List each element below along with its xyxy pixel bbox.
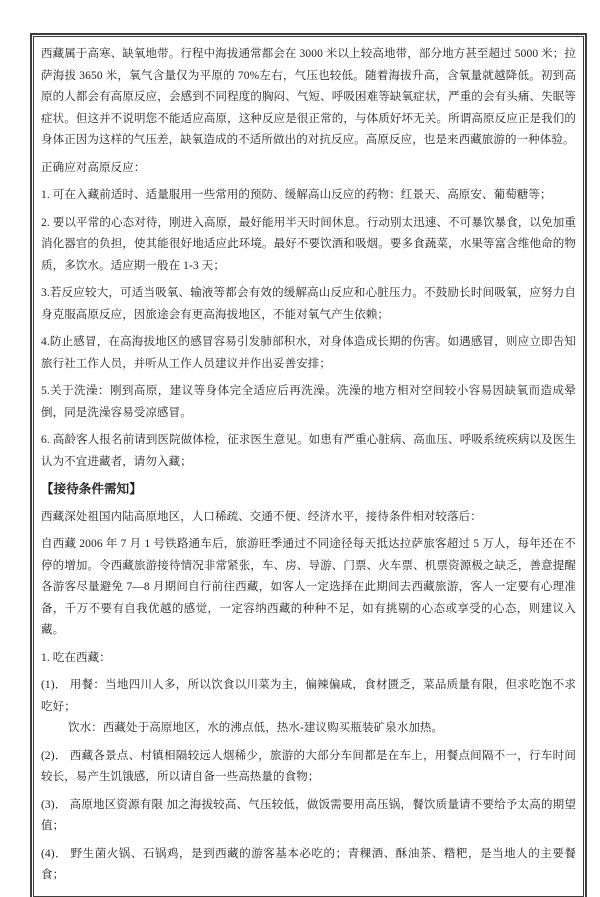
intro-paragraph: 西藏属于高寒、缺氧地带。行程中海拔通常都会在 3000 米以上较高地带，部分地方甚至超过 5000 米；拉萨海拔 3650 米，氧气含量仅为平原的 70%左右，气压也较低。随着海拔升高，含氧量就越降低。初到高原的人都会有高原反应，会感到不同程度的胸闷、气短、呼吸困难等缺氧症状，严重的会有头痛、失眠等症状。但这并不说明您不能适应高原，这种反应是很正常的，与体质好坏无关。所谓高原反应正是我们的身体正因为这样的气压差，缺氧造成的不适所做出的对抗反应。高原反应，也是来西藏旅游的一种体验。: [41, 48, 576, 146]
altitude-section-heading: 正确应对高原反应：: [41, 161, 146, 174]
reception-section-heading: 【接待条件需知】: [41, 482, 142, 496]
altitude-tip-3: 3.若反应较大，可适当吸氧、输液等都会有效的缓解高山反应和心脏压力。不鼓励长时间吸氧，应努力自身克服高原反应，因旅途会有更高海拔地区，不能对氧气产生依赖；: [41, 287, 576, 321]
altitude-tip-6: 6. 高龄客人报名前请到医院做体检，征求医生意见。如患有严重心脏病、高血压、呼吸系统疾病以及医生认为不宜进藏者，请勿入藏；: [41, 434, 576, 468]
document-border-box: [33, 36, 584, 897]
eating-item-1-meal-line: (1)． 用餐：当地四川人多，所以饮食以川菜为主，偏辣偏咸，食材匮乏，菜品质量有限，但求吃饱不求吃好；: [41, 679, 576, 713]
altitude-tip-5: 5.关于洗澡：刚到高原，建议等身体完全适应后再洗澡。洗澡的地方相对空间较小容易因缺氧而造成晕倒，同是洗澡容易受凉感冒。: [41, 385, 576, 419]
reception-detail-paragraph: 自西藏 2006 年 7 月 1 号铁路通车后，旅游旺季通过不同途径每天抵达拉萨旅客超过 5 万人，每年还在不停的增加。令西藏旅游接待情况非常紧张，车、房、导游、门票、火车票、机票资源极之缺乏，善意提醒各游客尽量避免 7—8 月期间自行前往西藏，如客人一定选择在此期间去西藏旅游，客人一定要有心理准备，千万不要有自我优越的感觉，一定容纳西藏的种种不足，如有挑剔的心态或享受的心态，则建议入藏。: [41, 538, 576, 636]
altitude-tip-2: 2. 要以平常的心态对待，刚进入高原，最好能用半天时间休息。行动别太迅速、不可暴饮暴食，以免加重消化器官的负担，使其能很好地适应此环境。最好不要饮酒和吸烟。要多食蔬菜，水果等富含维他命的物质，多饮水。适应期一般在 1-3 天；: [41, 216, 576, 272]
eating-item-4: (4)． 野生菌火锅、石锅鸡，是到西藏的游客基本必吃的；青稞酒、酥油茶、糌粑，是当地人的主要餐食；: [41, 847, 576, 881]
eating-item-3: (3)． 高原地区资源有限 加之海拔较高、气压较低，做饭需要用高压锅，餐饮质量请不要给予太高的期望值；: [41, 798, 576, 832]
eating-section-heading: 1. 吃在西藏：: [41, 651, 111, 664]
eating-item-2: (2)． 西藏各景点、村镇相隔较远人烟稀少，旅游的大部分车间都是在车上，用餐点间隔不一，行车时间较长，易产生饥饿感，所以请自备一些高热量的食物；: [41, 749, 576, 783]
reception-intro-paragraph: 西藏深处祖国内陆高原地区，人口稀疏、交通不便、经济水平，接待条件相对较落后：: [41, 510, 482, 523]
altitude-tip-4: 4.防止感冒，在高海拔地区的感冒容易引发肺部积水，对身体造成长期的伤害。如遇感冒，则应立即告知旅行社工作人员，并听从工作人员建议并作出妥善安排；: [41, 336, 576, 370]
eating-item-1: [41, 675, 576, 740]
altitude-tip-1: 1. 可在入藏前适时、适量服用一些常用的预防、缓解高山反应的药物：红景天、高原安、葡萄糖等；: [41, 189, 552, 201]
eating-item-1-water-line: 饮水：西藏处于高原地区，水的沸点低，热水-建议购买瓶装矿泉水加热。: [68, 722, 444, 734]
